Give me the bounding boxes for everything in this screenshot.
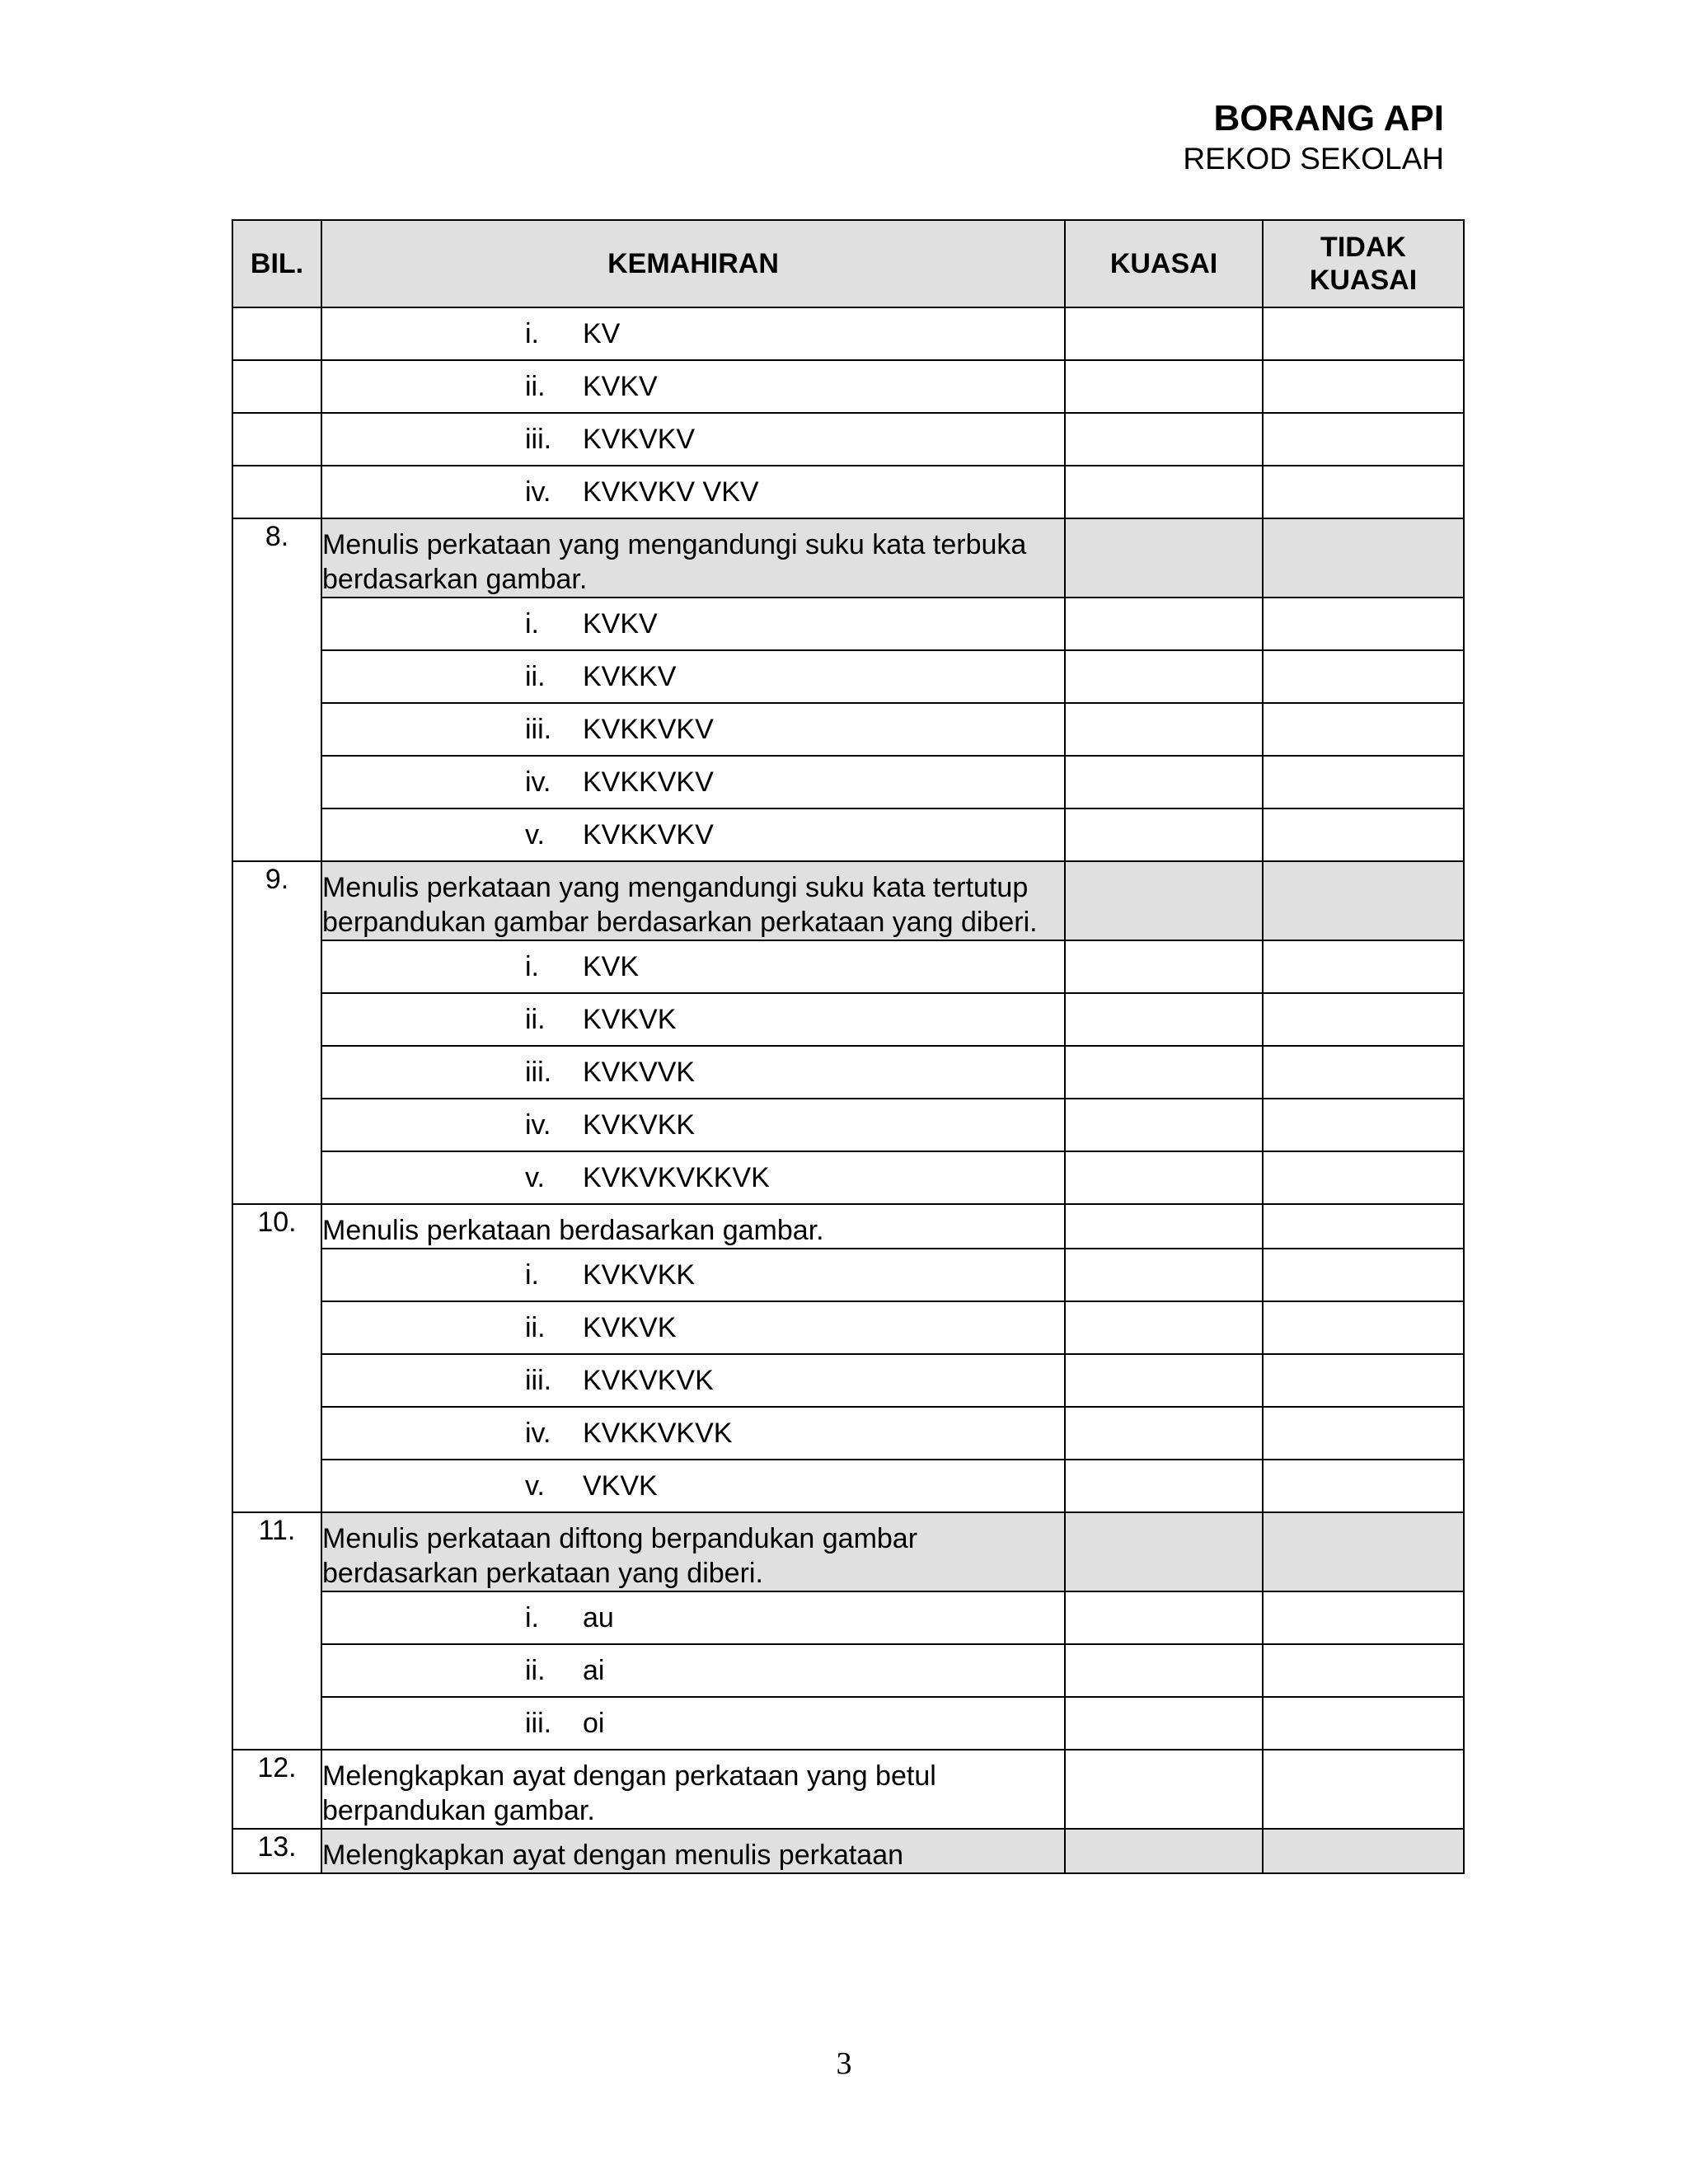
sub-skill-item — [322, 1592, 1064, 1643]
column-header-kemahiran: KEMAHIRAN — [321, 220, 1065, 307]
skill-number: 10. — [232, 1204, 321, 1512]
tidak-kuasai-cell[interactable] — [1263, 360, 1464, 413]
tidak-kuasai-cell[interactable] — [1263, 1099, 1464, 1151]
sub-skill-row — [232, 360, 1464, 413]
sub-skill-pattern: KVKVKK — [583, 1109, 696, 1141]
sub-skill-cell — [321, 1249, 1065, 1301]
sub-skill-cell — [321, 703, 1065, 756]
sub-skill-item — [322, 1152, 1064, 1203]
sub-skill-cell — [321, 993, 1065, 1046]
skill-row — [232, 518, 1464, 598]
skill-row — [232, 1204, 1464, 1249]
skill-number-empty — [232, 413, 321, 466]
column-header-tidak-kuasai — [1263, 220, 1464, 307]
sub-skill-pattern: KVKVKVK — [583, 1365, 714, 1396]
sub-skill-cell — [321, 1407, 1065, 1460]
tidak-kuasai-cell[interactable] — [1263, 808, 1464, 861]
kuasai-cell[interactable] — [1065, 703, 1263, 756]
tidak-kuasai-cell[interactable] — [1263, 861, 1464, 940]
column-header-bil: BIL. — [232, 220, 321, 307]
tidak-kuasai-cell[interactable] — [1263, 1407, 1464, 1460]
sub-skill-cell — [321, 650, 1065, 703]
sub-skill-row — [232, 1046, 1464, 1099]
sub-skill-pattern: KV — [583, 318, 621, 349]
sub-skill-row — [232, 598, 1464, 650]
tidak-kuasai-cell[interactable] — [1263, 1204, 1464, 1249]
sub-skill-pattern: KVK — [583, 951, 640, 982]
tidak-kuasai-cell[interactable] — [1263, 993, 1464, 1046]
kuasai-cell[interactable] — [1065, 1099, 1263, 1151]
column-header-tidak-kuasai-label: TIDAK KUASAI — [1309, 232, 1418, 296]
skill-row — [232, 1750, 1464, 1829]
sub-skill-pattern: au — [583, 1602, 614, 1633]
page-number: 3 — [836, 2046, 852, 2081]
kuasai-cell[interactable] — [1065, 360, 1263, 413]
kuasai-cell[interactable] — [1065, 466, 1263, 518]
kuasai-cell[interactable] — [1065, 1151, 1263, 1204]
sub-skill-numeral: v. — [525, 1470, 545, 1502]
sub-skill-cell — [321, 756, 1065, 808]
skill-description: Menulis perkataan yang mengandungi suku kata terbuka berdasarkan gambar. — [321, 518, 1065, 598]
tidak-kuasai-cell[interactable] — [1263, 940, 1464, 993]
sub-skill-numeral: ii. — [525, 371, 546, 402]
kuasai-cell[interactable] — [1065, 598, 1263, 650]
sub-skill-pattern: KVKVKV VKV — [583, 476, 759, 508]
sub-skill-cell — [321, 1301, 1065, 1354]
sub-skill-numeral: ii. — [525, 1655, 546, 1686]
kuasai-cell[interactable] — [1065, 1460, 1263, 1512]
sub-skill-cell — [321, 1591, 1065, 1644]
sub-skill-pattern: KVKKVKV — [583, 714, 714, 745]
kuasai-cell[interactable] — [1065, 861, 1263, 940]
sub-skill-row — [232, 940, 1464, 993]
column-header-kuasai: KUASAI — [1065, 220, 1263, 307]
tidak-kuasai-cell[interactable] — [1263, 1829, 1464, 1873]
sub-skill-item — [322, 361, 1064, 412]
kuasai-cell[interactable] — [1065, 993, 1263, 1046]
sub-skill-row — [232, 1697, 1464, 1750]
kuasai-cell[interactable] — [1065, 940, 1263, 993]
sub-skill-row — [232, 993, 1464, 1046]
sub-skill-pattern: ai — [583, 1655, 605, 1686]
tidak-kuasai-cell[interactable] — [1263, 307, 1464, 360]
tidak-kuasai-cell[interactable] — [1263, 1591, 1464, 1644]
sub-skill-pattern: VKVK — [583, 1470, 658, 1502]
sub-skill-row — [232, 1151, 1464, 1204]
sub-skill-cell — [321, 360, 1065, 413]
sub-skill-row — [232, 756, 1464, 808]
table-header-row — [232, 220, 1464, 307]
sub-skill-cell — [321, 1354, 1065, 1407]
form-title: BORANG API — [1213, 98, 1444, 138]
kuasai-cell[interactable] — [1065, 1249, 1263, 1301]
skills-record-table — [232, 219, 1465, 1874]
sub-skill-pattern: KVKKVKV — [583, 766, 714, 798]
sub-skill-row — [232, 1249, 1464, 1301]
kuasai-cell[interactable] — [1065, 518, 1263, 598]
table-body — [232, 307, 1464, 1873]
skill-row — [232, 1829, 1464, 1873]
sub-skill-row — [232, 1460, 1464, 1512]
tidak-kuasai-cell[interactable] — [1263, 1460, 1464, 1512]
sub-skill-cell — [321, 598, 1065, 650]
sub-skill-row — [232, 466, 1464, 518]
form-subtitle: REKOD SEKOLAH — [1183, 142, 1444, 176]
tidak-kuasai-cell[interactable] — [1263, 1301, 1464, 1354]
skill-number: 9. — [232, 861, 321, 1204]
skill-row — [232, 861, 1464, 940]
sub-skill-item — [322, 1408, 1064, 1459]
kuasai-cell[interactable] — [1065, 756, 1263, 808]
sub-skill-pattern: KVKKV — [583, 661, 677, 692]
sub-skill-pattern: KVKVKV — [583, 424, 696, 455]
skill-description: Melengkapkan ayat dengan perkataan yang betul berpandukan gambar. — [321, 1750, 1065, 1829]
tidak-kuasai-cell[interactable] — [1263, 1249, 1464, 1301]
kuasai-cell[interactable] — [1065, 1204, 1263, 1249]
sub-skill-numeral: ii. — [525, 1004, 546, 1035]
sub-skill-cell — [321, 1697, 1065, 1750]
sub-skill-numeral: i. — [525, 1602, 539, 1633]
sub-skill-row — [232, 1644, 1464, 1697]
sub-skill-cell — [321, 1099, 1065, 1151]
tidak-kuasai-cell[interactable] — [1263, 1644, 1464, 1697]
tidak-kuasai-cell[interactable] — [1263, 1697, 1464, 1750]
sub-skill-item — [322, 1698, 1064, 1749]
sub-skill-pattern: KVKVKK — [583, 1259, 696, 1291]
skill-number-empty — [232, 466, 321, 518]
sub-skill-row — [232, 1591, 1464, 1644]
sub-skill-pattern: KVKKVKV — [583, 819, 714, 851]
sub-skill-item — [322, 308, 1064, 359]
form-header — [1183, 97, 1444, 178]
sub-skill-numeral: v. — [525, 1162, 545, 1193]
sub-skill-cell — [321, 1046, 1065, 1099]
sub-skill-numeral: iv. — [525, 766, 551, 798]
skill-number: 13. — [232, 1829, 321, 1873]
kuasai-cell[interactable] — [1065, 1591, 1263, 1644]
sub-skill-cell — [321, 307, 1065, 360]
sub-skill-row — [232, 1099, 1464, 1151]
sub-skill-item — [322, 1302, 1064, 1353]
tidak-kuasai-cell[interactable] — [1263, 413, 1464, 466]
sub-skill-item — [322, 809, 1064, 860]
tidak-kuasai-cell[interactable] — [1263, 1046, 1464, 1099]
kuasai-cell[interactable] — [1065, 307, 1263, 360]
sub-skill-item — [322, 1460, 1064, 1511]
sub-skill-numeral: iii. — [525, 1708, 552, 1739]
tidak-kuasai-cell[interactable] — [1263, 466, 1464, 518]
skill-number: 11. — [232, 1512, 321, 1750]
kuasai-cell[interactable] — [1065, 1046, 1263, 1099]
sub-skill-row — [232, 703, 1464, 756]
sub-skill-item — [322, 466, 1064, 518]
sub-skill-pattern: KVKVK — [583, 1004, 677, 1035]
sub-skill-pattern: KVKV — [583, 608, 658, 640]
skill-number: 12. — [232, 1750, 321, 1829]
sub-skill-numeral: v. — [525, 819, 545, 851]
sub-skill-cell — [321, 1644, 1065, 1697]
sub-skill-numeral: iv. — [525, 1418, 551, 1449]
sub-skill-numeral: ii. — [525, 1312, 546, 1343]
skill-description: Menulis perkataan diftong berpandukan gambar berdasarkan perkataan yang diberi. — [321, 1512, 1065, 1591]
sub-skill-numeral: iii. — [525, 714, 552, 745]
kuasai-cell[interactable] — [1065, 650, 1263, 703]
sub-skill-numeral: i. — [525, 318, 539, 349]
sub-skill-row — [232, 650, 1464, 703]
kuasai-cell[interactable] — [1065, 1644, 1263, 1697]
tidak-kuasai-cell[interactable] — [1263, 1750, 1464, 1829]
sub-skill-numeral: iii. — [525, 1057, 552, 1088]
sub-skill-numeral: iii. — [525, 1365, 552, 1396]
sub-skill-numeral: ii. — [525, 661, 546, 692]
sub-skill-item — [322, 757, 1064, 808]
tidak-kuasai-cell[interactable] — [1263, 703, 1464, 756]
kuasai-cell[interactable] — [1065, 1512, 1263, 1591]
sub-skill-numeral: i. — [525, 1259, 539, 1291]
sub-skill-item — [322, 941, 1064, 992]
skill-description: Melengkapkan ayat dengan menulis perkataan — [321, 1829, 1065, 1873]
sub-skill-numeral: iii. — [525, 424, 552, 455]
tidak-kuasai-cell[interactable] — [1263, 598, 1464, 650]
skill-row — [232, 1512, 1464, 1591]
skill-number: 8. — [232, 518, 321, 861]
kuasai-cell[interactable] — [1065, 413, 1263, 466]
sub-skill-item — [322, 1645, 1064, 1696]
kuasai-cell[interactable] — [1065, 1750, 1263, 1829]
skill-description: Menulis perkataan yang mengandungi suku kata tertutup berpandukan gambar berdasarkan perkataan yang diberi. — [321, 861, 1065, 940]
sub-skill-item — [322, 1249, 1064, 1301]
tidak-kuasai-cell[interactable] — [1263, 518, 1464, 598]
kuasai-cell[interactable] — [1065, 808, 1263, 861]
sub-skill-item — [322, 598, 1064, 649]
skill-number-empty — [232, 360, 321, 413]
tidak-kuasai-cell[interactable] — [1263, 1512, 1464, 1591]
sub-skill-pattern: KVKVVK — [583, 1057, 696, 1088]
sub-skill-numeral: iv. — [525, 1109, 551, 1141]
sub-skill-cell — [321, 808, 1065, 861]
sub-skill-pattern: KVKVK — [583, 1312, 677, 1343]
kuasai-cell[interactable] — [1065, 1407, 1263, 1460]
sub-skill-pattern: KVKV — [583, 371, 658, 402]
sub-skill-item — [322, 1099, 1064, 1151]
skill-number-empty — [232, 307, 321, 360]
sub-skill-cell — [321, 466, 1065, 518]
tidak-kuasai-cell[interactable] — [1263, 756, 1464, 808]
kuasai-cell[interactable] — [1065, 1829, 1263, 1873]
sub-skill-row — [232, 413, 1464, 466]
tidak-kuasai-cell[interactable] — [1263, 1151, 1464, 1204]
sub-skill-row — [232, 808, 1464, 861]
sub-skill-numeral: iv. — [525, 476, 551, 508]
sub-skill-pattern: KVKKVKVK — [583, 1418, 733, 1449]
sub-skill-cell — [321, 1460, 1065, 1512]
sub-skill-numeral: i. — [525, 608, 539, 640]
sub-skill-numeral: i. — [525, 951, 539, 982]
sub-skill-row — [232, 1354, 1464, 1407]
sub-skill-pattern: KVKVKVKKVK — [583, 1162, 770, 1193]
kuasai-cell[interactable] — [1065, 1301, 1263, 1354]
sub-skill-item — [322, 651, 1064, 702]
skill-description: Menulis perkataan berdasarkan gambar. — [321, 1204, 1065, 1249]
sub-skill-row — [232, 1407, 1464, 1460]
sub-skill-item — [322, 704, 1064, 755]
sub-skill-cell — [321, 1151, 1065, 1204]
sub-skill-item — [322, 414, 1064, 465]
tidak-kuasai-cell[interactable] — [1263, 1354, 1464, 1407]
sub-skill-cell — [321, 413, 1065, 466]
sub-skill-row — [232, 1301, 1464, 1354]
tidak-kuasai-cell[interactable] — [1263, 650, 1464, 703]
sub-skill-pattern: oi — [583, 1708, 605, 1739]
sub-skill-row — [232, 307, 1464, 360]
sub-skill-cell — [321, 940, 1065, 993]
sub-skill-item — [322, 1047, 1064, 1098]
sub-skill-item — [322, 994, 1064, 1045]
sub-skill-item — [322, 1355, 1064, 1406]
kuasai-cell[interactable] — [1065, 1697, 1263, 1750]
kuasai-cell[interactable] — [1065, 1354, 1263, 1407]
